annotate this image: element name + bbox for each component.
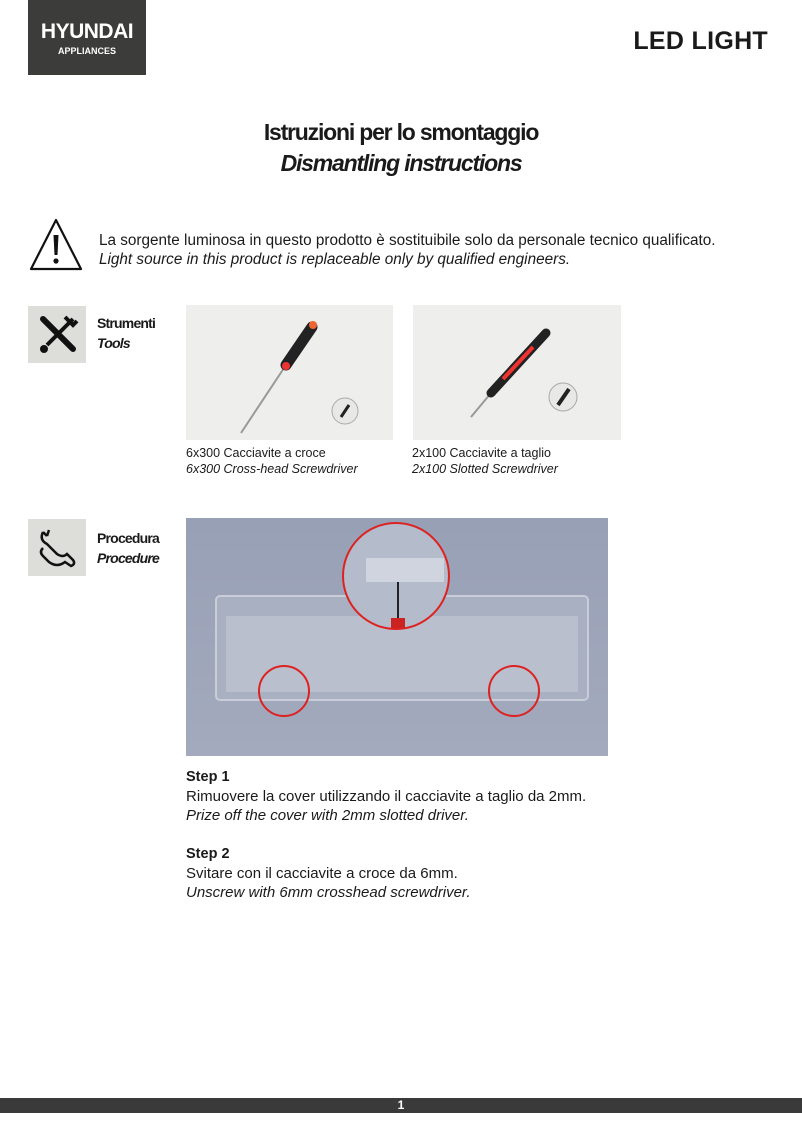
warning-it: La sorgente luminosa in questo prodotto è sostituibile solo da personale tecnico qualificato. [99,232,716,249]
page-title [0,117,802,179]
step-1-en: Prize off the cover with 2mm slotted driver. [186,807,469,824]
brand-logo [28,0,146,75]
step-2-it: Svitare con il cacciavite a croce da 6mm. [186,865,458,882]
step-2-en: Unscrew with 6mm crosshead screwdriver. [186,884,471,901]
warning-en: Light source in this product is replaceable only by qualified engineers. [99,251,571,268]
procedure-label-it: Procedura [97,530,160,546]
tool-1-it: 6x300 Cacciavite a croce [186,446,326,460]
step-2 [186,845,586,902]
warning-icon [28,217,84,273]
step-2-title: Step 2 [186,846,230,862]
procedure-label-en: Procedure [97,550,160,566]
procedure-photo [186,518,608,756]
page-number: 1 [397,1098,405,1112]
brand-name: HYUNDAI [40,20,134,43]
title-en: Dismantling instructions [280,150,522,176]
title-it: Istruzioni per lo smontaggio [263,119,539,145]
tool-caption-2 [412,445,558,477]
tools-label-en: Tools [97,335,130,351]
step-1 [186,768,586,825]
procedure-icon [28,519,86,576]
warning-text [99,231,716,269]
product-name: LED LIGHT [633,27,768,55]
procedure-steps [186,768,586,902]
tools-icon [28,306,86,363]
step-1-it: Rimuovere la cover utilizzando il cacciavite a taglio da 2mm. [186,788,587,805]
tool-caption-1 [186,445,358,477]
slotted-screwdriver-image [413,305,621,440]
tools-label-it: Strumenti [97,315,156,331]
step-1-title: Step 1 [186,769,230,785]
procedure-label [97,528,159,568]
brand-sub: APPLIANCES [57,46,116,56]
tools-label [97,313,155,353]
crosshead-screwdriver-image [186,305,393,440]
tool-2-it: 2x100 Cacciavite a taglio [412,446,551,460]
page-footer [0,1098,802,1113]
tool-2-en: 2x100 Slotted Screwdriver [412,462,558,476]
tool-1-en: 6x300 Cross-head Screwdriver [186,462,358,476]
